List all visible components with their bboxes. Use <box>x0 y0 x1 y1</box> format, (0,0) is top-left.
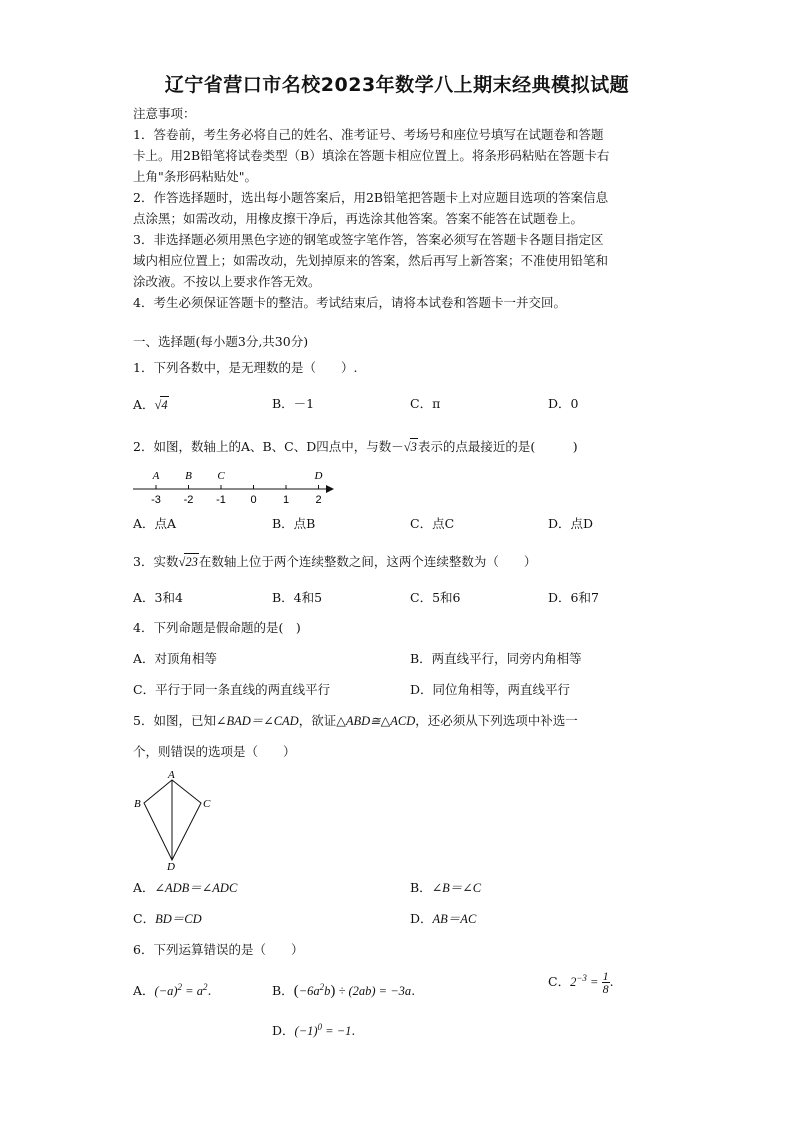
label-C: C <box>203 798 211 810</box>
q6-option-b: B．$(-6a^2b) \div (2ab) = -3a$. <box>272 982 416 1000</box>
q1-option-a: A．√4 <box>133 397 168 412</box>
notes-line: 上角"条形码粘贴处"。 <box>133 169 257 184</box>
number-line-point-label: C <box>217 470 225 482</box>
q4-option-b: B．两直线平行，同旁内角相等 <box>410 651 582 666</box>
notes-line: 卡上。用2B铅笔将试卷类型（B）填涂在答题卡相应位置上。将条形码粘贴在答题卡右 <box>133 148 610 163</box>
axis-arrow <box>326 485 334 493</box>
question-2-stem: 2．如图，数轴上的A、B、C、D四点中，与数－√3表示的点最接近的是( ) <box>133 439 578 454</box>
q3-option-a: A．3和4 <box>133 590 183 605</box>
number-line-tick-label: 0 <box>250 494 257 506</box>
notes-line: 4．考生必须保证答题卡的整洁。考试结束后，请将本试卷和答题卡一并交回。 <box>133 295 566 310</box>
q4-option-a: A．对顶角相等 <box>133 651 218 666</box>
q5-option-a: A．∠ADB＝∠ADC <box>133 880 238 895</box>
number-line-tick-label: 1 <box>282 494 290 506</box>
q1-option-d: D．0 <box>548 396 579 411</box>
q5-option-b: B．∠B＝∠C <box>410 880 482 895</box>
question-5-stem-line2: 个，则错误的选项是（ ） <box>133 744 296 759</box>
number-line-figure <box>130 464 340 506</box>
page-title: 辽宁省营口市名校2023年数学八上期末经典模拟试题 <box>164 74 630 96</box>
notes-heading: 注意事项： <box>133 106 196 121</box>
question-5-stem: 5．如图，已知∠BAD＝∠CAD，欲证△ABD≅△ACD，还必须从下列选项中补选一 <box>133 713 578 728</box>
number-line-tick-label: -2 <box>183 494 194 506</box>
q6-option-c: C．$2^{-3}$ = $\frac{1}{8}$ . <box>548 969 614 997</box>
section-heading: 一、选择题(每小题3分,共30分) <box>133 334 309 349</box>
number-line-tick-label: 2 <box>315 494 322 506</box>
label-A: A <box>168 769 175 781</box>
q4-option-c: C．平行于同一条直线的两直线平行 <box>133 682 331 697</box>
q2-option-a: A．点A <box>133 516 177 531</box>
kite-figure <box>128 768 218 870</box>
label-B: B <box>134 798 141 810</box>
q2-option-b: B．点B <box>272 516 316 531</box>
q6-option-a: A．$(-a)^2 = a^2$. <box>133 982 212 999</box>
q3-option-b: B．4和5 <box>272 590 323 605</box>
number-line-tick-label: -3 <box>151 494 161 506</box>
q5-option-c: C．BD＝CD <box>133 911 202 926</box>
q6-option-d: D．$(-1)^0 = -1$. <box>272 1022 356 1039</box>
q1-option-b: B．－1 <box>272 396 315 411</box>
question-4-stem: 4．下列命题是假命题的是( ) <box>133 620 301 635</box>
question-6-stem: 6．下列运算错误的是（ ） <box>133 942 304 957</box>
q5-option-d: D．AB＝AC <box>410 911 477 926</box>
notes-line: 1．答卷前，考生务必将自己的姓名、准考证号、考场号和座位号填写在试题卷和答题 <box>133 127 604 142</box>
q1-option-c: C．π <box>410 396 441 411</box>
q4-option-d: D．同位角相等，两直线平行 <box>410 682 571 697</box>
q3-option-d: D．6和7 <box>548 590 599 605</box>
notes-line: 点涂黑；如需改动，用橡皮擦干净后，再选涂其他答案。答案不能答在试题卷上。 <box>133 211 584 226</box>
notes-line: 涂改液。不按以上要求作答无效。 <box>133 274 321 289</box>
q2-option-c: C．点C <box>410 516 455 531</box>
q3-option-c: C．5和6 <box>410 590 461 605</box>
q2-option-d: D．点D <box>548 516 594 531</box>
question-3-stem: 3．实数√23在数轴上位于两个连续整数之间，这两个连续整数为（ ） <box>133 554 537 569</box>
notes-line: 域内相应位置上；如需改动，先划掉原来的答案，然后再写上新答案；不准使用铅笔和 <box>133 253 609 268</box>
number-line-point-label: A <box>152 470 160 482</box>
notes-line: 3．非选择题必须用黑色字迹的钢笔或签字笔作答，答案必须写在答题卡各题目指定区 <box>133 232 604 247</box>
label-D: D <box>167 861 175 870</box>
notes-line: 2．作答选择题时，选出每小题答案后，用2B铅笔把答题卡上对应题目选项的答案信息 <box>133 190 609 205</box>
number-line-point-label: B <box>185 470 192 482</box>
question-1-stem: 1．下列各数中，是无理数的是（ ）. <box>133 360 358 375</box>
number-line-tick-label: -1 <box>216 494 226 506</box>
number-line-point-label: D <box>314 470 323 482</box>
